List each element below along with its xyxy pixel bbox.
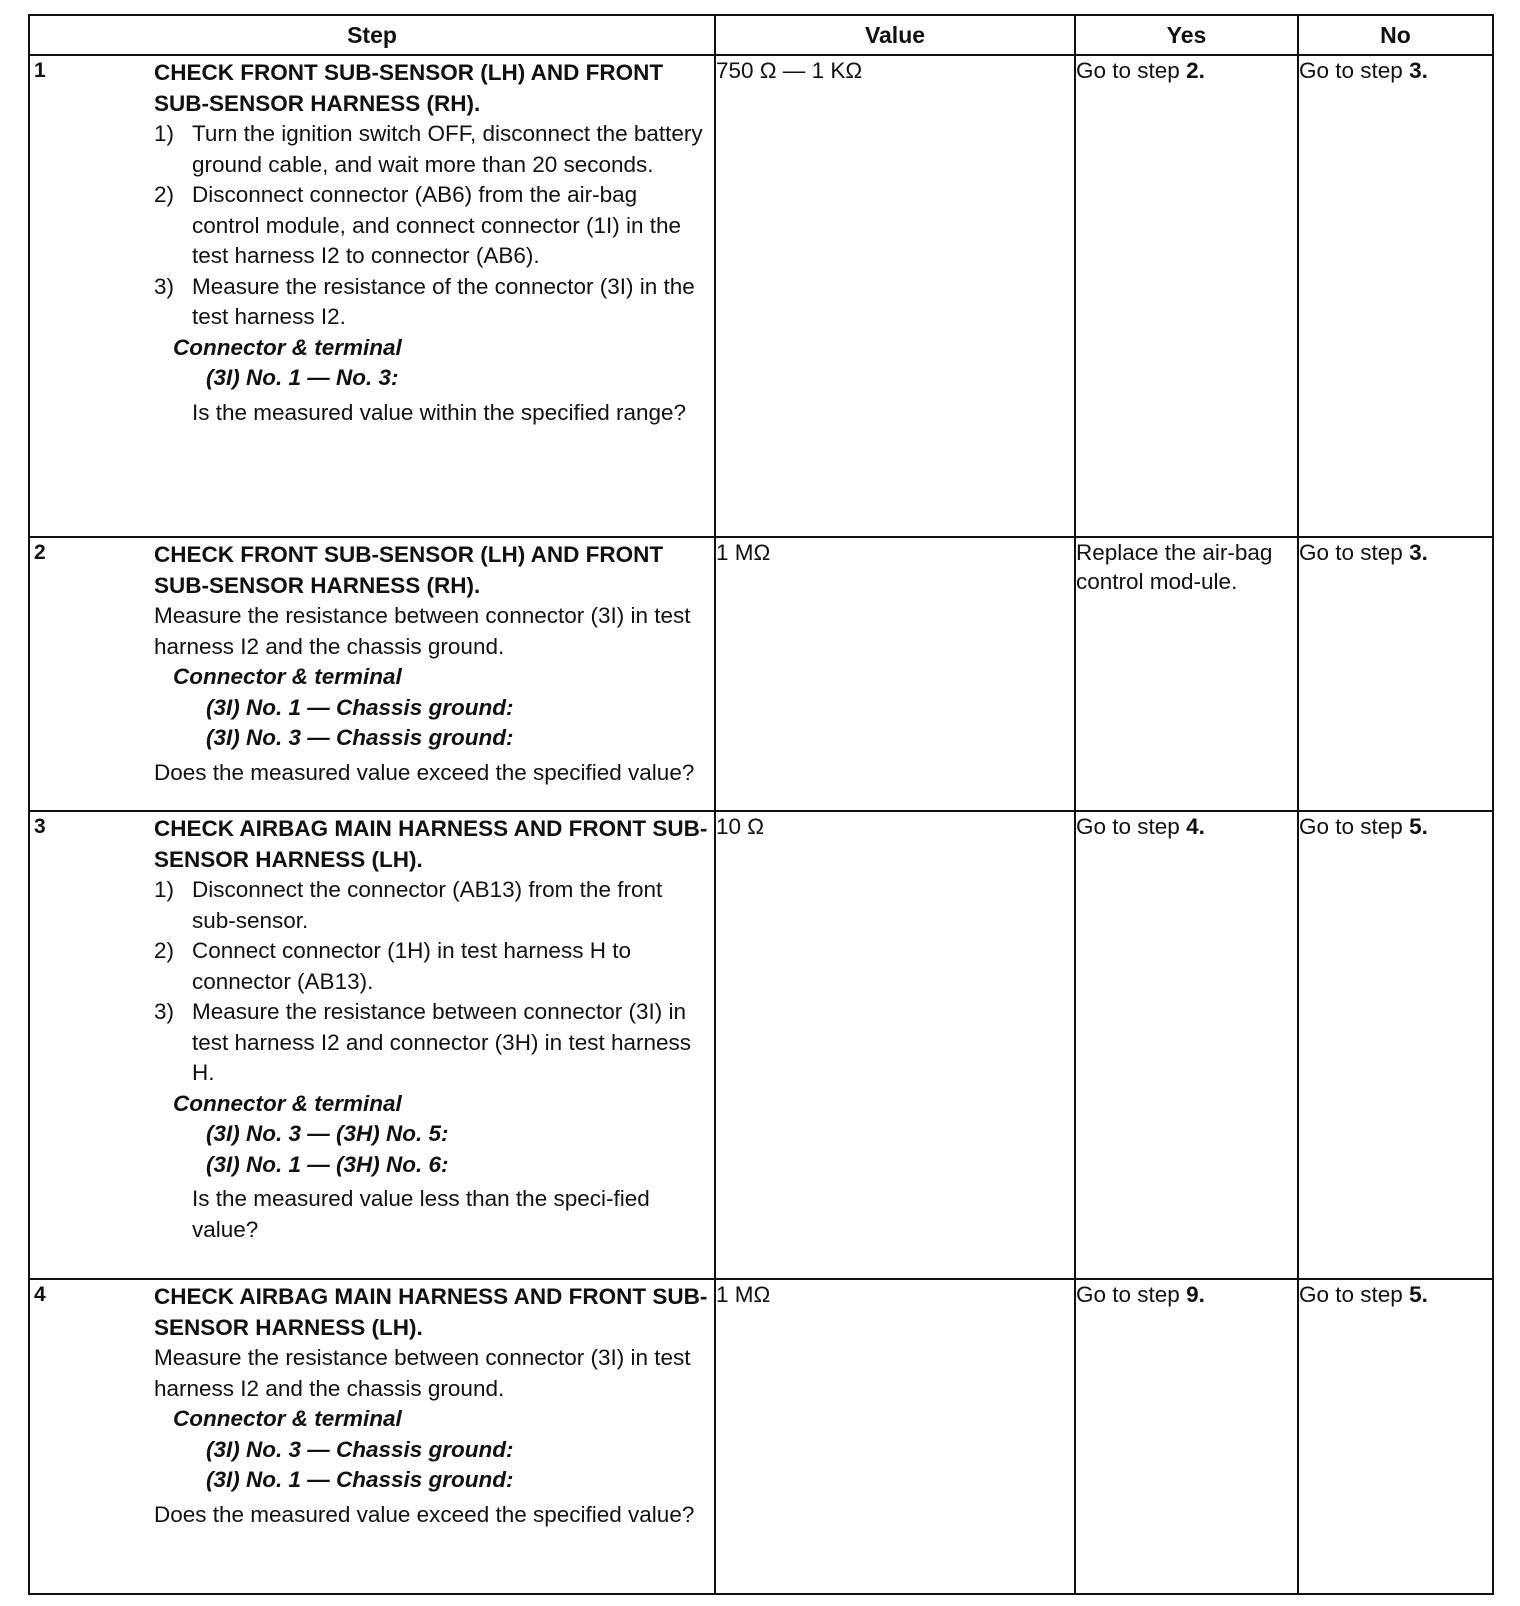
table-row [29, 811, 1493, 1279]
connector-terminal-label: Connector & terminal [173, 1406, 402, 1431]
step-body [154, 812, 714, 1245]
no-cell: Go to step 5. [1298, 811, 1493, 1279]
connector-terminal-line: (3I) No. 3 — Chassis ground: [206, 725, 514, 750]
table-row [29, 55, 1493, 537]
step-question: Does the measured value exceed the specified value? [154, 1501, 695, 1527]
no-cell: Go to step 5. [1298, 1279, 1493, 1594]
connector-terminal-line: (3I) No. 3 — (3H) No. 5: [206, 1121, 449, 1146]
value-cell: 750 Ω — 1 KΩ [715, 55, 1075, 537]
step-number: 2 [34, 541, 46, 564]
step-question: Is the measured value less than the speci-fied value? [192, 1186, 650, 1242]
step-title: CHECK FRONT SUB-SENSOR (LH) AND FRONT SUB-SENSOR HARNESS (RH). [154, 542, 664, 598]
step-title: CHECK AIRBAG MAIN HARNESS AND FRONT SUB-SENSOR HARNESS (LH). [154, 816, 708, 872]
connector-terminal-line: (3I) No. 1 — No. 3: [206, 365, 399, 390]
no-cell: Go to step 3. [1298, 55, 1493, 537]
table-row [29, 1279, 1493, 1594]
step-title: CHECK FRONT SUB-SENSOR (LH) AND FRONT SUB-SENSOR HARNESS (RH). [154, 60, 664, 116]
header-value: Value [715, 15, 1075, 55]
value-cell: 1 MΩ [715, 1279, 1075, 1594]
substep: 3) Measure the resistance between connector (3I) in test harness I2 and connector (3H) in test harness H. [154, 999, 692, 1085]
header-row [29, 15, 1493, 55]
no-cell: Go to step 3. [1298, 537, 1493, 811]
step-body [154, 56, 714, 428]
step-number: 1 [34, 59, 46, 82]
step-body [154, 538, 714, 788]
connector-terminal-label: Connector & terminal [173, 334, 402, 360]
substep: 1) Turn the ignition switch OFF, disconnect the battery ground cable, and wait more than 20 seconds. [154, 121, 703, 177]
yes-cell: Go to step 2. [1075, 55, 1298, 537]
connector-terminal-line: (3I) No. 1 — Chassis ground: [206, 1467, 514, 1492]
yes-cell: Go to step 4. [1075, 811, 1298, 1279]
substep: 2) Disconnect connector (AB6) from the air-bag control module, and connect connector (1I) in the test harness I2 to connector (AB6). [154, 182, 682, 268]
step-number: 4 [34, 1283, 46, 1306]
step-cell [29, 537, 715, 811]
value-cell: 1 MΩ [715, 537, 1075, 811]
connector-terminal-label: Connector & terminal [173, 664, 402, 689]
substep: 2) Connect connector (1H) in test harness H to connector (AB13). [154, 938, 631, 994]
step-intro: Measure the resistance between connector (3I) in test harness I2 and the chassis ground. [154, 603, 691, 659]
yes-cell: Replace the air-bag control mod-ule. [1075, 537, 1298, 811]
connector-terminal-line: (3I) No. 1 — (3H) No. 6: [206, 1151, 449, 1177]
connector-terminal-line: (3I) No. 3 — Chassis ground: [206, 1436, 514, 1462]
table-row [29, 537, 1493, 811]
step-cell [29, 1279, 715, 1594]
header-yes: Yes [1075, 15, 1298, 55]
step-title: CHECK AIRBAG MAIN HARNESS AND FRONT SUB-SENSOR HARNESS (LH). [154, 1284, 708, 1340]
substep: 1) Disconnect the connector (AB13) from the front sub-sensor. [154, 877, 663, 933]
connector-terminal-label: Connector & terminal [173, 1090, 402, 1116]
step-cell [29, 811, 715, 1279]
value-cell: 10 Ω [715, 811, 1075, 1279]
step-question: Is the measured value within the specified range? [192, 399, 687, 425]
connector-terminal-line: (3I) No. 1 — Chassis ground: [206, 694, 514, 720]
step-intro: Measure the resistance between connector (3I) in test harness I2 and the chassis ground. [154, 1345, 691, 1401]
header-no: No [1298, 15, 1493, 55]
yes-cell: Go to step 9. [1075, 1279, 1298, 1594]
diagnostic-table [28, 14, 1494, 1595]
substep: 3) Measure the resistance of the connector (3I) in the test harness I2. [154, 273, 695, 329]
header-step: Step [29, 15, 715, 55]
step-question: Does the measured value exceed the specified value? [154, 759, 695, 785]
step-body [154, 1280, 714, 1530]
step-number: 3 [34, 815, 46, 838]
step-cell [29, 55, 715, 537]
